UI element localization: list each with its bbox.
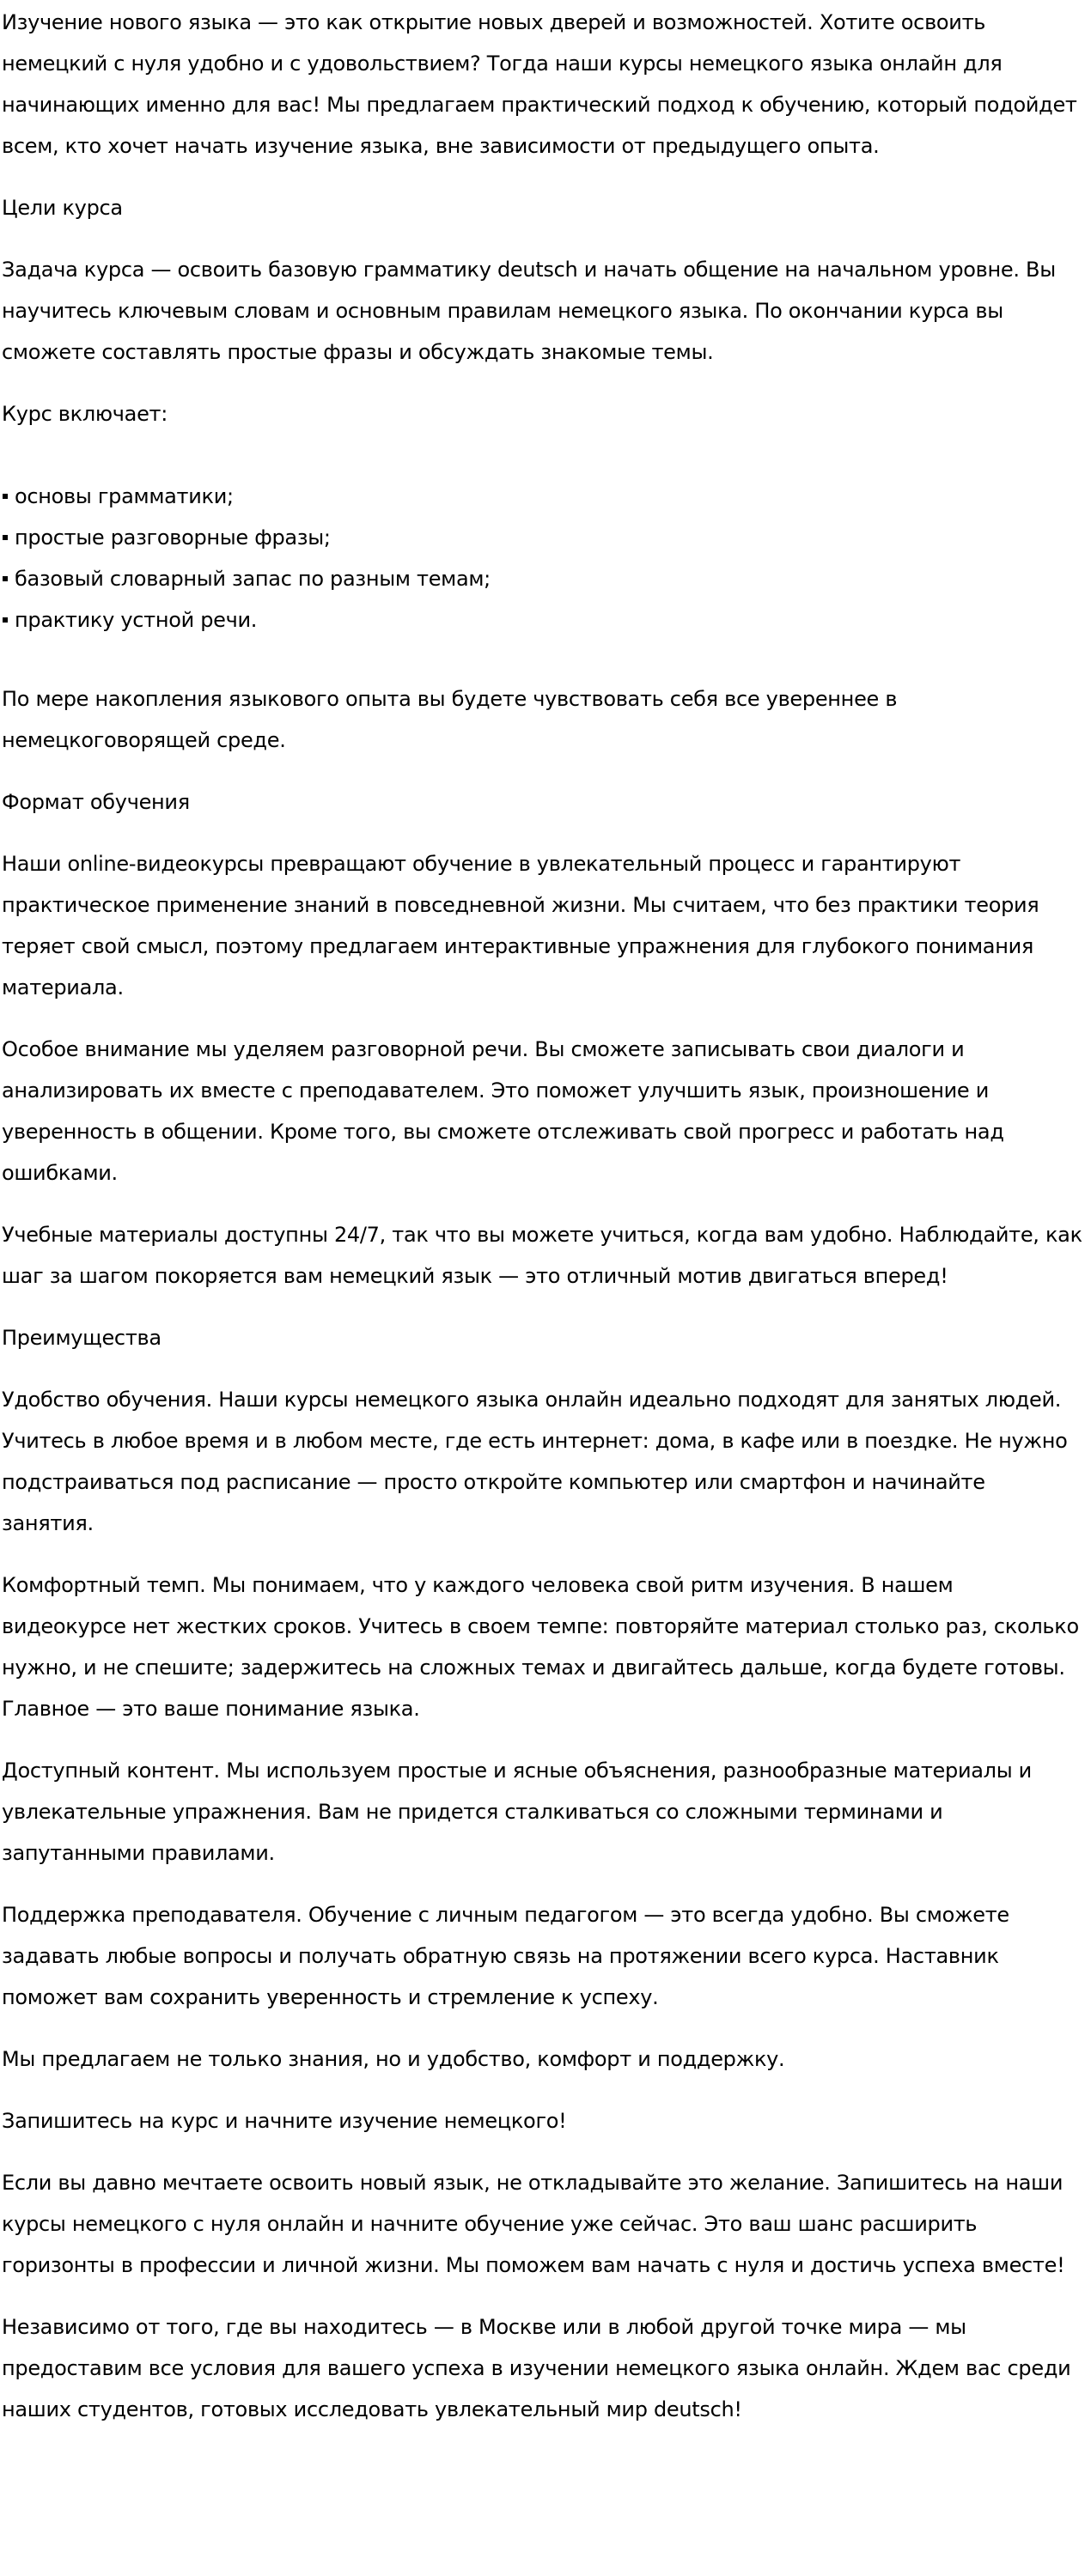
course-includes-lead: Курс включает: — [2, 402, 168, 426]
goals-heading: Цели курса — [2, 196, 123, 220]
list-item-text: простые разговорные фразы; — [15, 526, 331, 550]
offer-paragraph: Мы предлагаем не только знания, но и удобство, комфорт и поддержку. — [2, 2047, 785, 2071]
advantage-content-paragraph: Доступный контент. Мы используем простые и ясные объяснения, разнообразные материалы и увлекательные упражнения. Вам не придется сталкиваться со сложными терминами и запутанными правилами. — [2, 1759, 1032, 1865]
advantage-support-paragraph: Поддержка преподавателя. Обучение с личным педагогом — это всегда удобно. Вы сможете задавать любые вопросы и получать обратную связь на протяжении всего курса. Наставник поможет вам сохранить уверенность и стремление к успеху. — [2, 1903, 1009, 2009]
advantages-heading: Преимущества — [2, 1326, 162, 1350]
list-item — [2, 476, 1082, 517]
advantage-convenience-paragraph: Удобство обучения. Наши курсы немецкого языка онлайн идеально подходят для занятых людей. Учитесь в любое время и в любом месте, где есть интернет: дома, в кафе или в поездке. Не нужно подстраиваться под расписание — просто откройте компьютер или смартфон и начинайте занятия. — [2, 1388, 1068, 1535]
list-item-text: практику устной речи. — [15, 608, 258, 632]
format-paragraph-1: Наши online-видеокурсы превращают обучение в увлекательный процесс и гарантируют практическое применение знаний в повседневной жизни. Мы считаем, что без практики теория теряет свой смысл, поэтому предлагаем интерактивные упражнения для глубокого понимания материала. — [2, 852, 1039, 999]
square-bullet-icon — [3, 617, 8, 623]
format-heading: Формат обучения — [2, 790, 190, 814]
advantage-pace-paragraph: Комфортный темп. Мы понимаем, что у каждого человека свой ритм изучения. В нашем видеокурсе нет жестких сроков. Учитесь в своем темпе: повторяйте материал столько раз, сколько нужно, и не спешите; задержитесь на сложных темах и двигайтесь дальше, когда будете готовы. Главное — это ваше понимание языка. — [2, 1573, 1079, 1721]
square-bullet-icon — [3, 576, 8, 581]
list-item — [2, 558, 1082, 599]
closing-paragraph: Независимо от того, где вы находитесь — в Москве или в любой другой точке мира — мы предоставим все условия для вашего успеха в изучении немецкого языка онлайн. Ждем вас среди наших студентов, готовых исследовать увлекательный мир deutsch! — [2, 2315, 1071, 2421]
list-item-text: основы грамматики; — [15, 484, 234, 508]
list-item — [2, 517, 1082, 558]
course-includes-list — [2, 476, 1082, 641]
square-bullet-icon — [3, 535, 8, 540]
format-paragraph-2: Особое внимание мы уделяем разговорной речи. Вы сможете записывать свои диалоги и анализировать их вместе с преподавателем. Это поможет улучшить язык, произношение и уверенность в общении. Кроме того, вы сможете отслеживать свой прогресс и работать над ошибками. — [2, 1037, 1004, 1185]
format-paragraph-3: Учебные материалы доступны 24/7, так что вы можете учиться, когда вам удобно. Наблюдайте, как шаг за шагом покоряется вам немецкий язык — это отличный мотив двигаться вперед! — [2, 1223, 1082, 1288]
cta-paragraph: Запишитесь на курс и начните изучение немецкого! — [2, 2109, 567, 2133]
progress-paragraph: По мере накопления языкового опыта вы будете чувствовать себя все увереннее в немецкоговорящей среде. — [2, 687, 898, 752]
enroll-paragraph: Если вы давно мечтаете освоить новый язык, не откладывайте это желание. Запишитесь на наши курсы немецкого с нуля онлайн и начните обучение уже сейчас. Это ваш шанс расширить горизонты в профессии и личной жизни. Мы поможем вам начать с нуля и достичь успеха вместе! — [2, 2171, 1065, 2277]
list-item — [2, 599, 1082, 641]
list-item-text: базовый словарный запас по разным темам; — [15, 567, 491, 591]
goals-paragraph: Задача курса — освоить базовую грамматику deutsch и начать общение на начальном уровне. Вы научитесь ключевым словам и основным правилам немецкого языка. По окончании курса вы сможете составлять простые фразы и обсуждать знакомые темы. — [2, 258, 1056, 364]
square-bullet-icon — [3, 494, 8, 499]
intro-paragraph: Изучение нового языка — это как открытие новых дверей и возможностей. Хотите освоить немецкий с нуля удобно и с удовольствием? Тогда наши курсы немецкого языка онлайн для начинающих именно для вас! Мы предлагаем практический подход к обучению, который подойдет всем, кто хочет начать изучение языка, вне зависимости от предыдущего опыта. — [2, 10, 1077, 158]
